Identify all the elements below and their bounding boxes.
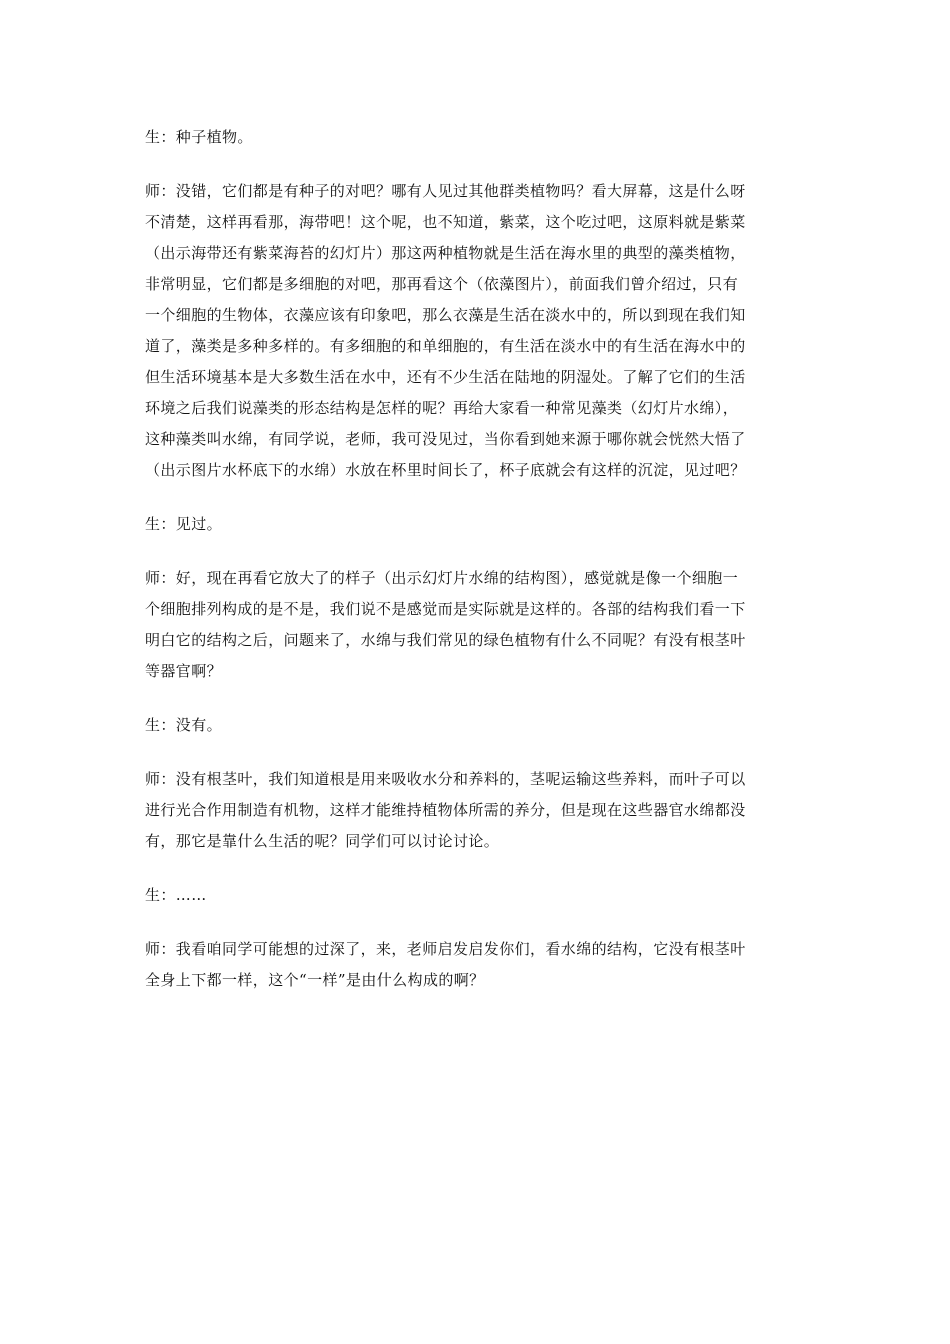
teacher-line <box>145 764 813 857</box>
text-line: 但生活环境基本是大多数生活在水中，还有不少生活在陆地的阴湿处。了解了它们的生活 <box>145 368 746 386</box>
teacher-line <box>145 934 813 996</box>
text-line: 一个细胞的生物体，衣藻应该有印象吧，那么衣藻是生活在淡水中的，所以到现在我们知 <box>145 306 746 324</box>
teacher-line <box>145 563 813 687</box>
text-line: 个细胞排列构成的是不是，我们说不是感觉而是实际就是这样的。各部的结构我们看一下 <box>145 600 746 618</box>
text-line: 道了，藻类是多种多样的。有多细胞的和单细胞的，有生活在淡水中的有生活在海水中的 <box>145 337 746 355</box>
dialogue-transcript <box>145 122 813 1019</box>
text-line: 生：…… <box>145 886 207 904</box>
student-line <box>145 710 813 741</box>
text-line: （出示海带还有紫菜海苔的幻灯片）那这两种植物就是生活在海水里的典型的藻类植物， <box>145 244 746 262</box>
text-line: 师：没有根茎叶，我们知道根是用来吸收水分和养料的，茎呢运输这些养料，而叶子可以 <box>145 770 746 788</box>
text-line: 生：没有。 <box>145 716 223 734</box>
text-line: 等器官啊？ <box>145 662 223 680</box>
text-line: 有，那它是靠什么生活的呢？同学们可以讨论讨论。 <box>145 832 500 850</box>
text-line: 全身上下都一样，这个“一样”是由什么构成的啊？ <box>145 971 485 989</box>
text-line: 不清楚，这样再看那，海带吧！这个呢，也不知道，紫菜，这个吃过吧，这原料就是紫菜 <box>145 213 746 231</box>
text-line: 师：好，现在再看它放大了的样子（出示幻灯片水绵的结构图），感觉就是像一个细胞一 <box>145 569 739 587</box>
text-line: 生：种子植物。 <box>145 128 253 146</box>
text-line: 进行光合作用制造有机物，这样才能维持植物体所需的养分，但是现在这些器官水绵都没 <box>145 801 746 819</box>
text-line: 明白它的结构之后，问题来了，水绵与我们常见的绿色植物有什么不同呢？有没有根茎叶 <box>145 631 746 649</box>
text-line: 生：见过。 <box>145 515 223 533</box>
student-line <box>145 880 813 911</box>
text-line: 环境之后我们说藻类的形态结构是怎样的呢？再给大家看一种常见藻类（幻灯片水绵）， <box>145 399 739 417</box>
text-line: 这种藻类叫水绵，有同学说，老师，我可没见过，当你看到她来源于哪你就会恍然大悟了 <box>145 430 746 448</box>
teacher-line <box>145 176 813 486</box>
student-line <box>145 509 813 540</box>
student-line <box>145 122 813 153</box>
text-line: （出示图片水杯底下的水绵）水放在杯里时间长了，杯子底就会有这样的沉淀，见过吧？ <box>145 461 746 479</box>
text-line: 非常明显，它们都是多细胞的对吧，那再看这个（依藻图片），前面我们曾介绍过，只有 <box>145 275 739 293</box>
text-line: 师：没错，它们都是有种子的对吧？哪有人见过其他群类植物吗？看大屏幕，这是什么呀 <box>145 182 746 200</box>
text-line: 师：我看咱同学可能想的过深了，来，老师启发启发你们，看水绵的结构，它没有根茎叶 <box>145 940 746 958</box>
